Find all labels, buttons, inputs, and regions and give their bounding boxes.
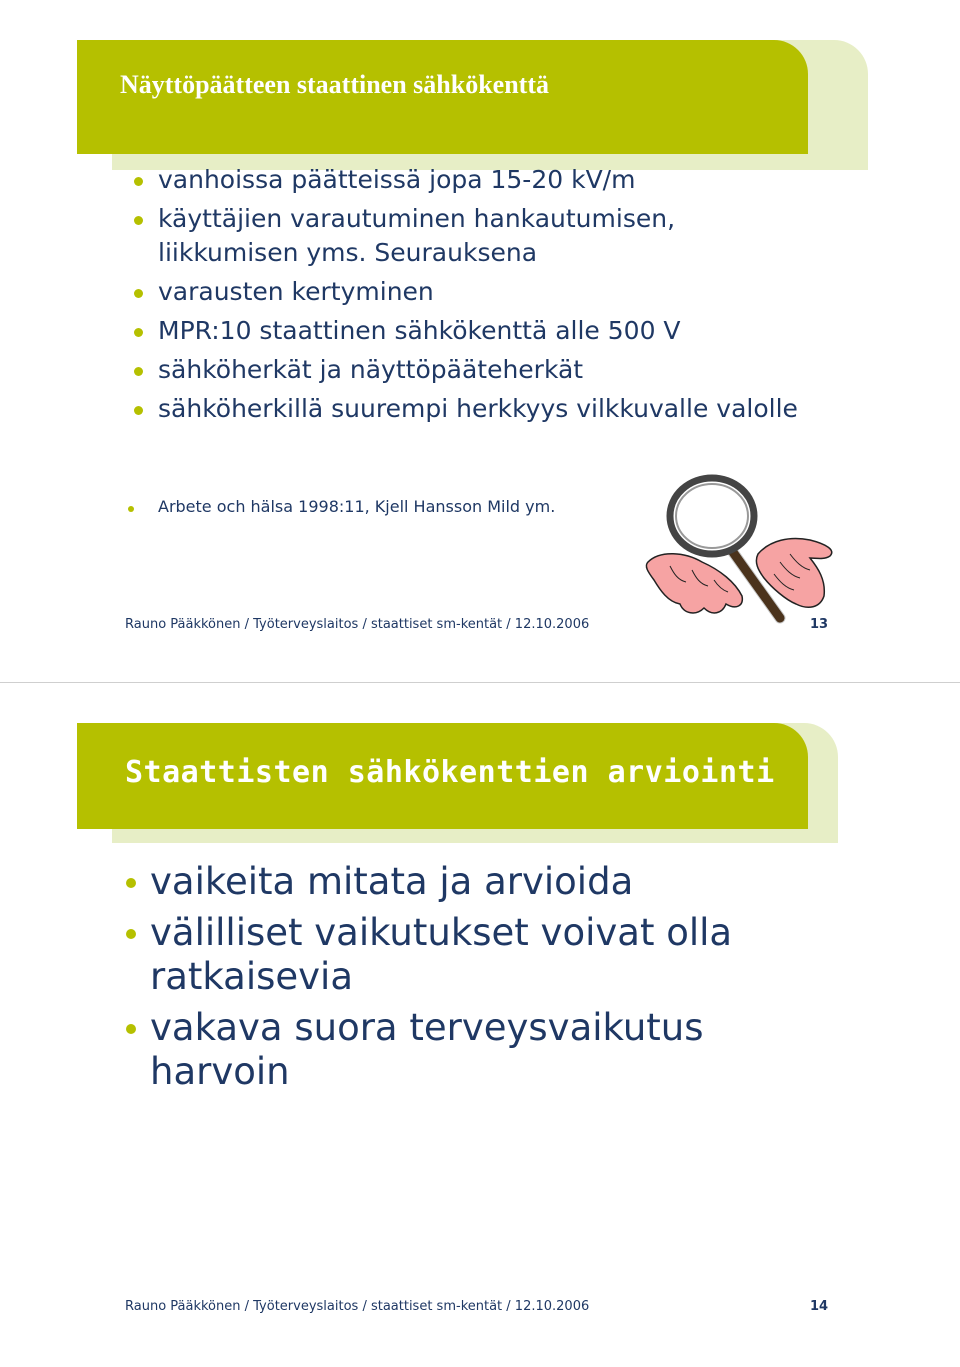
- bullet-list: [150, 860, 850, 1101]
- bullet-item: välilliset vaikutukset voivat olla ratkaisevia: [150, 911, 850, 999]
- reference-note: Arbete och hälsa 1998:11, Kjell Hansson Mild ym.: [158, 497, 555, 516]
- footer-text: Rauno Pääkkönen / Työterveyslaitos / staattiset sm-kentät / 12.10.2006: [125, 1299, 590, 1314]
- bullet-item: vaikeita mitata ja arvioida: [150, 860, 850, 904]
- bullet-dot-icon: [126, 929, 136, 939]
- page-number: 14: [810, 1299, 829, 1314]
- bullet-list: [158, 163, 798, 431]
- bullet-dot-icon: [126, 878, 136, 888]
- bullet-dot-icon: [134, 177, 143, 186]
- bullet-dot-icon: [128, 506, 134, 512]
- footer-text: Rauno Pääkkönen / Työterveyslaitos / staattiset sm-kentät / 12.10.2006: [125, 617, 590, 632]
- page-divider: [0, 682, 960, 683]
- bullet-item: MPR:10 staattinen sähkökenttä alle 500 V: [158, 314, 798, 348]
- slide-title: Staattisten sähkökenttien arviointi: [125, 755, 775, 790]
- bullet-item: vakava suora terveysvaikutus harvoin: [150, 1006, 850, 1094]
- bullet-item: sähköherkillä suurempi herkkyys vilkkuvalle valolle: [158, 392, 798, 426]
- bullet-dot-icon: [134, 328, 143, 337]
- bullet-item: sähköherkät ja näyttöpääteherkät: [158, 353, 798, 387]
- bullet-dot-icon: [134, 406, 143, 415]
- magnifying-glass-hands-icon: [640, 470, 840, 640]
- slide-13: [0, 0, 960, 682]
- bullet-dot-icon: [126, 1024, 136, 1034]
- bullet-dot-icon: [134, 289, 143, 298]
- bullet-item: vanhoissa päätteissä jopa 15-20 kV/m: [158, 163, 798, 197]
- bullet-dot-icon: [134, 367, 143, 376]
- slide-title: Näyttöpäätteen staattinen sähkökenttä: [120, 70, 549, 99]
- bullet-dot-icon: [134, 216, 143, 225]
- page-number: 13: [810, 617, 829, 632]
- bullet-item: käyttäjien varautuminen hankautumisen, liikkumisen yms. Seurauksena: [158, 202, 798, 270]
- bullet-item: varausten kertyminen: [158, 275, 798, 309]
